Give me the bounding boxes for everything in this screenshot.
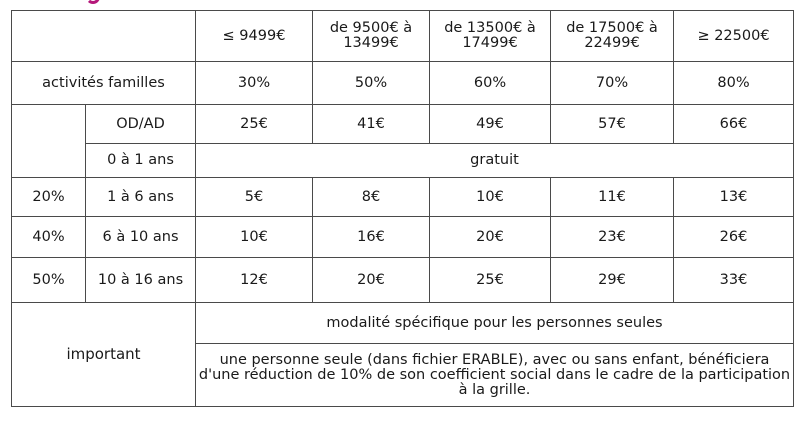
value-cell: 12€ — [196, 258, 313, 303]
row-label: 10 à 16 ans — [86, 258, 196, 303]
value-cell: 10€ — [196, 217, 313, 258]
value-cell: 60% — [430, 62, 551, 105]
value-cell: 29€ — [551, 258, 674, 303]
value-cell: 50% — [313, 62, 430, 105]
bracket-header: ≥ 22500€ — [674, 11, 794, 62]
value-cell: 16€ — [313, 217, 430, 258]
row-label: 6 à 10 ans — [86, 217, 196, 258]
value-cell: 10€ — [430, 178, 551, 217]
row-od-ad — [12, 105, 794, 144]
row-label: 0 à 1 ans — [86, 144, 196, 178]
percent-cell: 20% — [12, 178, 86, 217]
merged-free-cell: gratuit — [196, 144, 794, 178]
header-row — [12, 11, 794, 62]
pricing-table — [11, 10, 794, 407]
value-cell: 33€ — [674, 258, 794, 303]
value-cell: 13€ — [674, 178, 794, 217]
value-cell: 57€ — [551, 105, 674, 144]
decorative-mark — [86, 0, 100, 4]
value-cell: 25€ — [196, 105, 313, 144]
row-label: activités familles — [12, 62, 196, 105]
left-blank-cell — [12, 105, 86, 178]
value-cell: 23€ — [551, 217, 674, 258]
percent-cell: 40% — [12, 217, 86, 258]
header-empty-cell — [12, 11, 196, 62]
bracket-header: de 17500€ à 22499€ — [551, 11, 674, 62]
bracket-header: ≤ 9499€ — [196, 11, 313, 62]
bracket-header: de 13500€ à 17499€ — [430, 11, 551, 62]
row-age-6-10 — [12, 217, 794, 258]
row-label: OD/AD — [86, 105, 196, 144]
value-cell: 5€ — [196, 178, 313, 217]
row-label: 1 à 6 ans — [86, 178, 196, 217]
bracket-header: de 9500€ à 13499€ — [313, 11, 430, 62]
value-cell: 41€ — [313, 105, 430, 144]
note-title: modalité spécifique pour les personnes seules — [196, 303, 794, 344]
value-cell: 49€ — [430, 105, 551, 144]
row-age-1-6 — [12, 178, 794, 217]
note-text: une personne seule (dans fichier ERABLE), avec ou sans enfant, bénéficiera d'une réduction de 10% de son coefficient social dans le cadre de la participation à la grille. — [196, 344, 794, 407]
row-activites-familles — [12, 62, 794, 105]
value-cell: 26€ — [674, 217, 794, 258]
value-cell: 8€ — [313, 178, 430, 217]
value-cell: 11€ — [551, 178, 674, 217]
row-note-title — [12, 303, 794, 344]
percent-cell: 50% — [12, 258, 86, 303]
value-cell: 80% — [674, 62, 794, 105]
value-cell: 66€ — [674, 105, 794, 144]
value-cell: 20€ — [430, 217, 551, 258]
row-age-10-16 — [12, 258, 794, 303]
value-cell: 25€ — [430, 258, 551, 303]
important-label: important — [12, 303, 196, 407]
value-cell: 70% — [551, 62, 674, 105]
value-cell: 30% — [196, 62, 313, 105]
value-cell: 20€ — [313, 258, 430, 303]
row-age-0-1 — [12, 144, 794, 178]
